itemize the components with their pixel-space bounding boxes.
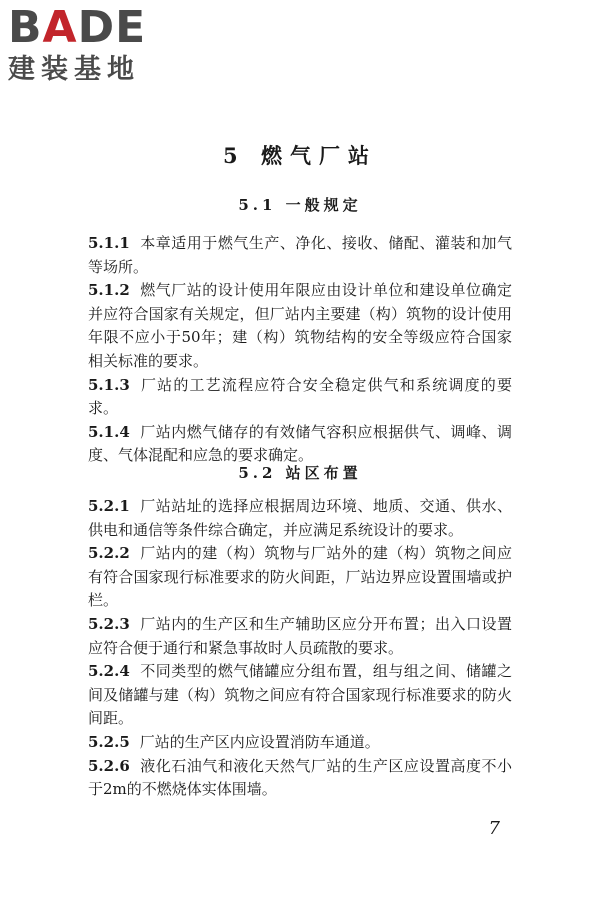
clause-text: 不同类型的燃气储罐应分组布置，组与组之间、储罐之间及储罐与建（构）筑物之间应有符合国家现行标准要求的防火间距。 (88, 662, 512, 728)
clause (88, 232, 512, 279)
clause (88, 495, 512, 542)
logo-letter: D (77, 2, 116, 53)
clause (88, 374, 512, 421)
section-5-1-body (88, 232, 512, 468)
clause (88, 731, 512, 755)
clause-text: 厂站内燃气储存的有效储气容积应根据供气、调峰、调度、气体混配和应急的要求确定。 (88, 422, 512, 465)
clause-number: 5.2.1 (88, 497, 130, 515)
clause (88, 755, 512, 802)
chapter-title: 5 燃气厂站 (223, 143, 377, 168)
clause (88, 613, 512, 660)
clause-text: 本章适用于燃气生产、净化、接收、储配、灌装和加气等场所。 (88, 234, 512, 276)
logo-letter: E (115, 2, 147, 53)
clause-text: 燃气厂站的设计使用年限应由设计单位和建设单位确定并应符合国家有关规定，但厂站内主要建（构）筑物的设计使用年限不应小于50年；建（构）筑物结构的安全等级应符合国家相关标准的要求。 (88, 281, 512, 370)
section-title: 5.2 站区布置 (238, 464, 362, 482)
page-number: 7 (488, 818, 500, 839)
clause-number: 5.2.5 (88, 732, 130, 751)
clause (88, 660, 512, 731)
logo-letter-accent: A (42, 2, 78, 53)
clause-text: 厂站站址的选择应根据周边环境、地质、交通、供水、供电和通信等条件综合确定，并应满足系统设计的要求。 (88, 497, 512, 539)
clause-number: 5.1.3 (88, 375, 130, 394)
clause (88, 279, 512, 373)
clause-number: 5.2.3 (88, 614, 130, 633)
logo-letter: B (8, 2, 43, 53)
clause (88, 421, 512, 468)
section-5-2-body (88, 495, 512, 802)
logo-wordmark (8, 2, 178, 53)
clause-text: 厂站内的生产区和生产辅助区应分开布置；出入口设置应符合便于通行和紧急事故时人员疏散的要求。 (88, 614, 512, 657)
clause-text: 厂站内的建（构）筑物与厂站外的建（构）筑物之间应有符合国家现行标准要求的防火间距，厂站边界应设置围墙或护栏。 (88, 544, 512, 610)
section-title: 5.1 一般规定 (238, 196, 362, 214)
logo-subtitle: 建装基地 (8, 54, 140, 85)
clause-number: 5.2.6 (88, 756, 130, 775)
clause-text: 厂站的工艺流程应符合安全稳定供气和系统调度的要求。 (88, 375, 512, 418)
clause-number: 5.2.4 (88, 662, 130, 681)
clause-number: 5.1.2 (88, 281, 130, 300)
clause-text: 液化石油气和液化天然气厂站的生产区应设置高度不小于2m的不燃烧体实体围墙。 (88, 756, 512, 799)
clause-number: 5.2.2 (88, 544, 130, 563)
clause-number: 5.1.4 (88, 422, 130, 441)
clause-number: 5.1.1 (88, 234, 130, 252)
bade-logo (8, 2, 178, 86)
clause (88, 542, 512, 613)
clause-text: 厂站的生产区内应设置消防车通道。 (139, 732, 380, 751)
